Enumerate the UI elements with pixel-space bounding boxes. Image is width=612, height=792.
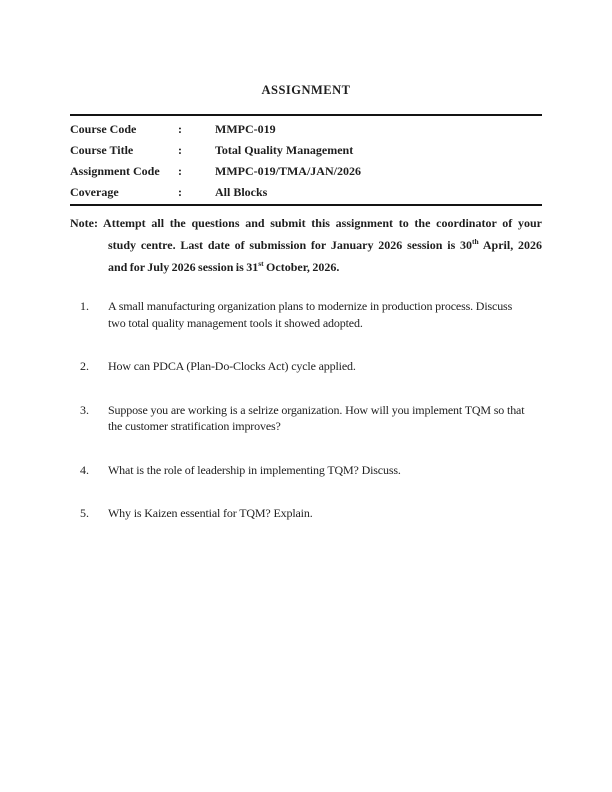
info-value: All Blocks <box>215 185 268 199</box>
ordinal-superscript: th <box>472 237 479 246</box>
info-value: Total Quality Management <box>215 143 354 157</box>
info-label: Course Title <box>70 143 134 157</box>
info-row-assignment-code <box>70 161 542 182</box>
question-number: 1. <box>80 299 89 313</box>
note-text: and for July 2026 session is 31 <box>108 260 259 274</box>
info-separator: : <box>178 143 182 157</box>
page-title: ASSIGNMENT <box>261 83 351 97</box>
note-paragraph <box>70 212 542 278</box>
question-line: A small manufacturing organization plans to modernize in production process. Discuss <box>108 299 513 313</box>
info-value: MMPC-019 <box>215 122 276 136</box>
info-label: Coverage <box>70 185 119 199</box>
question-item-3 <box>80 402 542 435</box>
ordinal-superscript: st <box>258 259 264 268</box>
question-text <box>108 358 542 375</box>
info-separator: : <box>178 122 182 136</box>
note-line <box>70 256 542 278</box>
info-table <box>70 114 542 206</box>
question-text <box>108 505 542 522</box>
info-separator: : <box>178 185 182 199</box>
question-number: 3. <box>80 402 89 417</box>
info-value: MMPC-019/TMA/JAN/2026 <box>215 164 361 178</box>
note-text: October, 2026. <box>263 260 340 274</box>
question-line: two total quality management tools it showed adopted. <box>108 315 363 330</box>
question-line: What is the role of leadership in implementing TQM? Discuss. <box>108 462 401 477</box>
note-text: study centre. Last date of submission for January 2026 session is 30 <box>108 238 473 252</box>
question-list <box>80 298 542 522</box>
question-item-4 <box>80 462 542 479</box>
info-row-course-title <box>70 140 542 161</box>
note-text: Note: Attempt all the questions and submit this assignment to the coordinator of your <box>70 216 542 230</box>
info-separator: : <box>178 164 182 178</box>
question-text <box>108 462 542 479</box>
question-line: How can PDCA (Plan-Do-Clocks Act) cycle applied. <box>108 359 356 373</box>
info-row-course-code <box>70 119 542 140</box>
question-item-5 <box>80 505 542 522</box>
question-text <box>108 402 542 435</box>
question-item-1 <box>80 298 542 331</box>
info-row-coverage <box>70 182 542 203</box>
question-line: Suppose you are working is a selrize organization. How will you implement TQM so that <box>108 402 525 417</box>
question-number: 2. <box>80 359 89 373</box>
info-label: Assignment Code <box>70 164 160 178</box>
question-number: 5. <box>80 506 89 520</box>
question-line: the customer stratification improves? <box>108 419 281 433</box>
question-item-2 <box>80 358 542 375</box>
question-number: 4. <box>80 462 89 477</box>
note-text: April, 2026 <box>478 238 542 252</box>
note-line <box>70 212 542 234</box>
note-line <box>70 234 542 256</box>
question-text <box>108 298 542 331</box>
info-label: Course Code <box>70 122 137 136</box>
question-line: Why is Kaizen essential for TQM? Explain. <box>108 506 313 520</box>
